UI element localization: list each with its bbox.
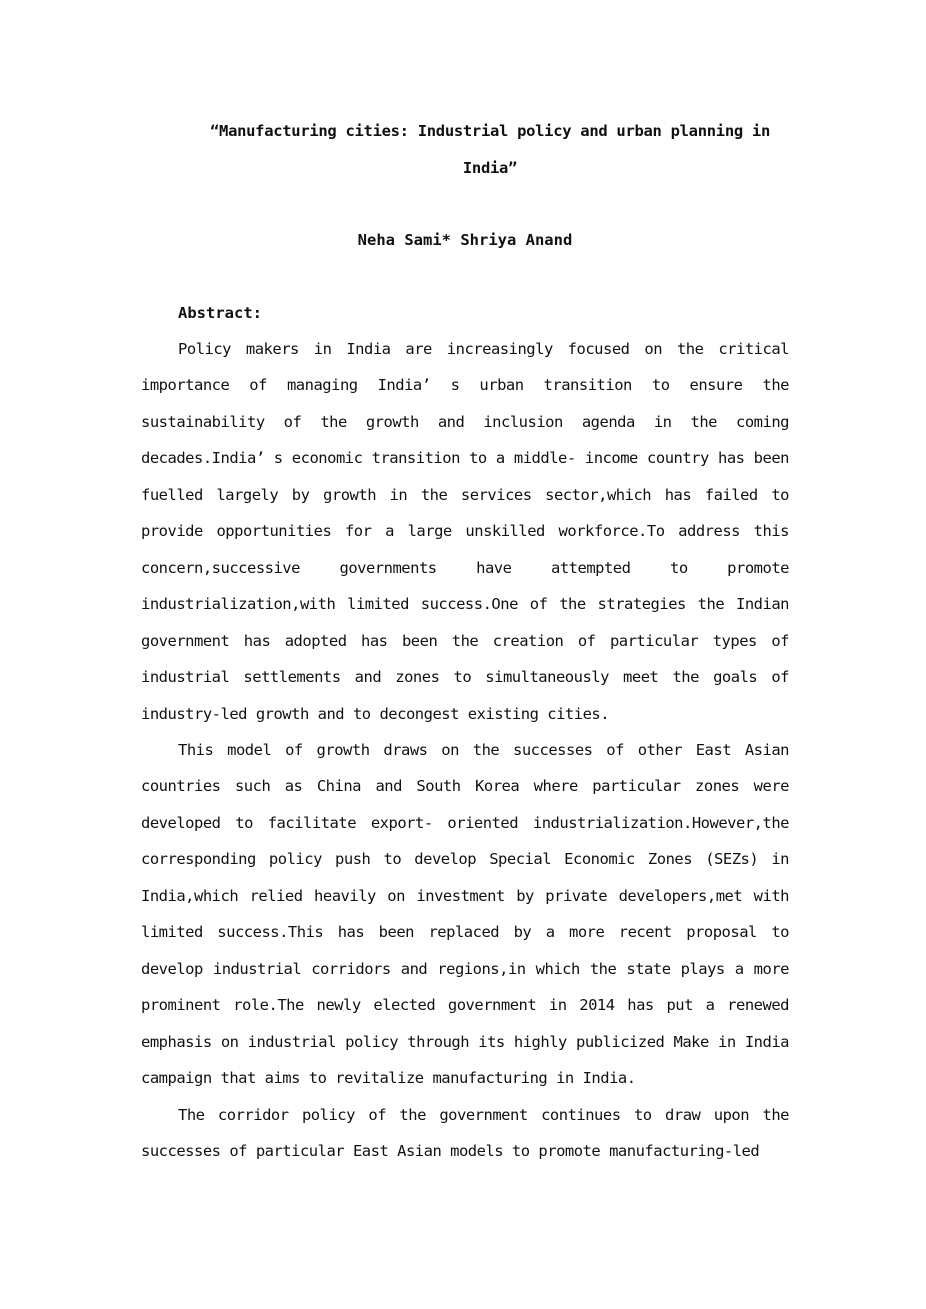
paper-authors: Neha Sami* Shriya Anand: [357, 231, 573, 249]
abstract-body: [141, 331, 789, 1169]
abstract-paragraph-3: The corridor policy of the government continues to draw upon the successes of particular East Asian models to promote manufacturing-led: [141, 1105, 789, 1160]
abstract-heading: Abstract:: [178, 304, 262, 322]
abstract-paragraph-2: This model of growth draws on the successes of other East Asian countries such as China and South Korea where particular zones were developed to facilitate export- oriented industrialization.However,the corresponding policy push to develop Special Economic Zones (SEZs) in India,which relied heavily on investment by private developers,met with limited success.This has been replaced by a more recent proposal to develop industrial corridors and regions,in which the state plays a more prominent role.The newly elected government in 2014 has put a renewed emphasis on industrial policy through its highly publicized Make in India campaign that aims to revitalize manufacturing in India.: [141, 740, 789, 1088]
abstract-paragraph-1: Policy makers in India are increasingly focused on the critical importance of managing India’ s urban transition to ensure the sustainability of the growth and inclusion agenda in the coming decades.India’ s economic transition to a middle- income country has been fuelled largely by growth in the services sector,which has failed to provide opportunities for a large unskilled workforce.To address this concern,successive governments have attempted to promote industrialization,with limited success.One of the strategies the Indian government has adopted has been the creation of particular types of industrial settlements and zones to simultaneously meet the goals of industry-led growth and to decongest existing cities.: [141, 340, 789, 723]
paper-title: “Manufacturing cities: Industrial policy and urban planning in India”: [210, 122, 770, 177]
